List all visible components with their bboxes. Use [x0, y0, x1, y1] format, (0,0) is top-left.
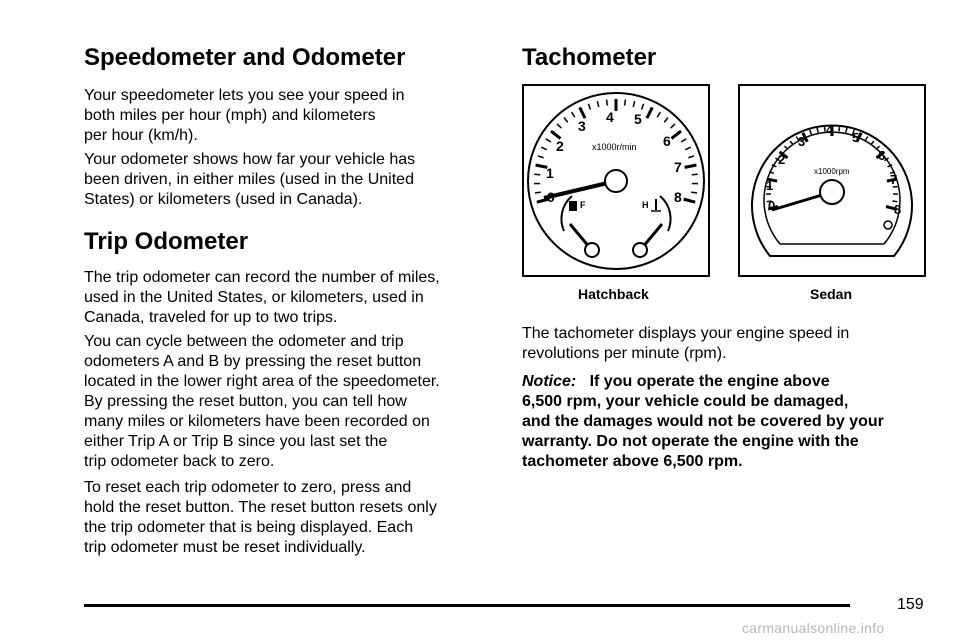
hatchback-numeral: 1 [546, 165, 554, 181]
minor-tick [607, 100, 608, 106]
footer-watermark: carmanualsonline.info [742, 620, 885, 636]
tachometer-paragraph: The tachometer displays your engine speed in revolutions per minute (rpm). [522, 325, 850, 362]
major-tick [672, 131, 682, 138]
minor-tick [557, 124, 561, 128]
hatchback-numeral: 2 [556, 138, 564, 154]
hatchback-numeral: 6 [663, 133, 671, 149]
minor-tick [597, 101, 598, 107]
sedan-numeral: 6 [878, 148, 886, 163]
minor-tick [671, 124, 675, 128]
minor-tick [817, 128, 818, 133]
minor-tick [810, 130, 812, 135]
coolant-temp-icon [651, 199, 661, 211]
minor-tick [541, 147, 546, 149]
sedan-numeral: 4 [826, 122, 834, 137]
minor-tick [535, 192, 541, 193]
hatchback-numeral: 3 [578, 118, 586, 134]
minor-tick [546, 139, 551, 142]
fuel-full-label: F [580, 200, 586, 210]
hatchback-gauge-figure [522, 84, 710, 277]
hatchback-numeral: 5 [634, 111, 642, 127]
sedan-gauge-figure [738, 84, 926, 277]
minor-tick [625, 100, 626, 106]
temp-gauge-hub [633, 243, 647, 257]
notice-paragraph: Notice: If you operate the engine above 6,500 rpm, your vehicle could be damaged, and the damages would not be covered by your warranty. Do not operate the engine with the tachometer above 6,500 rpm. [522, 373, 884, 470]
footer-rule [84, 604, 850, 607]
trip-odometer-heading: Trip Odometer [84, 228, 249, 255]
page-number: 159 [897, 596, 924, 613]
sedan-numeral: 5 [852, 130, 860, 145]
hatchback-caption: Hatchback [578, 286, 649, 302]
minor-tick [790, 141, 793, 145]
trip-paragraph: The trip odometer can record the number of miles, used in the United States, or kilometers, used in Canada, traveled for up to two trips. [84, 269, 440, 326]
notice-label: Notice: [522, 373, 577, 390]
sedan-numeral: 3 [798, 134, 806, 149]
minor-tick [871, 141, 874, 145]
reset-paragraph: To reset each trip odometer to zero, press and hold the reset button. The reset button resets only the trip odometer that is being displayed. Each trip odometer must be reset individually. [84, 479, 437, 556]
major-tick [684, 199, 696, 202]
sedan-numeral: 1 [766, 178, 774, 193]
hatchback-numeral: 0 [547, 189, 555, 205]
minor-tick [664, 118, 668, 123]
temp-hot-label: H [642, 200, 649, 210]
sedan-numeral: 2 [778, 152, 786, 167]
hatchback-needle-hub [605, 170, 627, 192]
speedometer-heading: Speedometer and Odometer [84, 44, 406, 71]
minor-tick [691, 192, 697, 193]
speedometer-paragraph: Your speedometer lets you see your speed in both miles per hour (mph) and kilometers per hour (km/h). [84, 87, 405, 144]
hatchback-numeral: 4 [606, 109, 614, 125]
odometer-paragraph: Your odometer shows how far your vehicle has been driven, in either miles (used in the United States) or kilometers (used in Canada). [84, 151, 416, 208]
minor-tick [685, 147, 690, 149]
sedan-reset-button [884, 221, 892, 229]
minor-tick [688, 156, 694, 158]
hatchback-gauge-svg [524, 86, 708, 275]
sedan-gauge-svg [740, 86, 924, 275]
major-tick [647, 107, 652, 118]
sedan-numeral: 7 [890, 172, 898, 187]
minor-tick [633, 101, 634, 107]
minor-tick [564, 118, 568, 123]
fuel-pump-icon [569, 201, 577, 211]
minor-tick [865, 137, 868, 141]
minor-tick [681, 139, 686, 142]
sedan-caption: Sedan [810, 286, 853, 302]
sedan-needle-hub [820, 180, 844, 204]
fuel-gauge-hub [585, 243, 599, 257]
sedan-unit-label: x1000rpm [814, 167, 850, 176]
hatchback-numeral: 8 [674, 189, 682, 205]
sedan-numeral: 0 [768, 198, 776, 213]
minor-tick [588, 104, 590, 110]
major-tick [685, 165, 697, 167]
hatchback-unit-label: x1000r/min [592, 142, 637, 152]
minor-tick [538, 156, 544, 158]
cycle-paragraph: You can cycle between the odometer and trip odometers A and B by pressing the reset button located in the lower right area of the speedometer. By pressing the reset button, you can tell how many miles or kilometers have been recorded on either Trip A or Trip B since you last set the trip odometer back to zero. [84, 333, 440, 470]
sedan-numeral: 8 [894, 202, 902, 217]
minor-tick [824, 126, 825, 131]
major-tick [580, 107, 585, 118]
hatchback-numeral: 7 [674, 159, 682, 175]
minor-tick [642, 104, 644, 110]
minor-tick [846, 128, 847, 133]
minor-tick [839, 126, 840, 131]
minor-tick [572, 112, 575, 117]
tachometer-heading: Tachometer [522, 44, 657, 71]
minor-tick [657, 112, 660, 117]
